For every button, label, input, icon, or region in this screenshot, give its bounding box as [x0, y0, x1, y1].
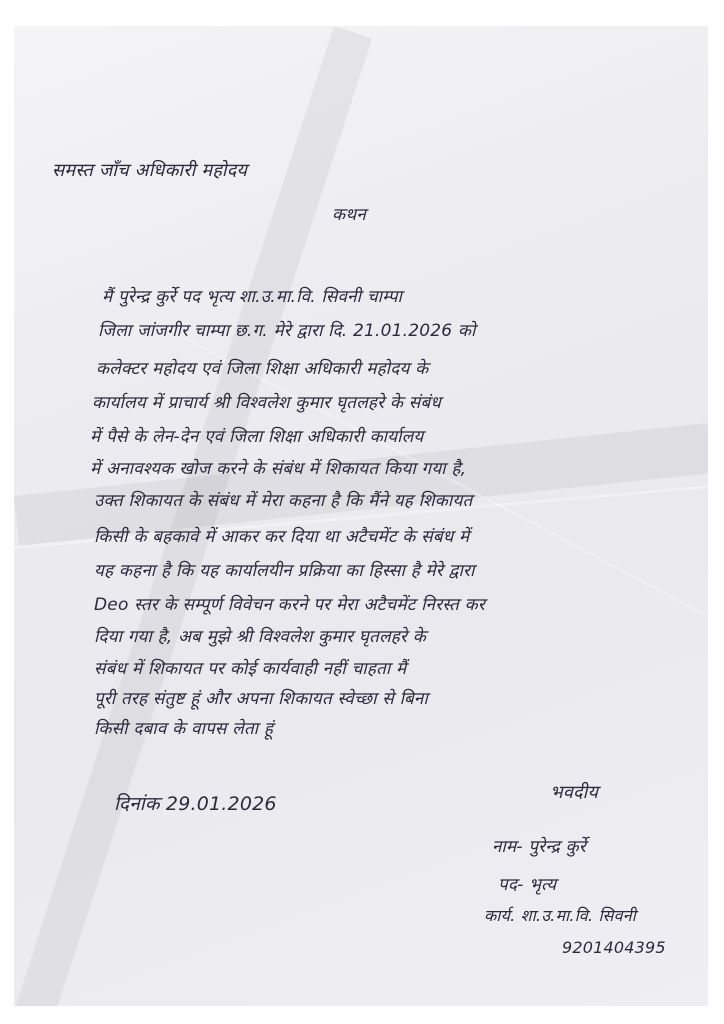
body-line: मैं पुरेन्द्र कुर्रे पद भृत्य शा.उ.मा.वि. सिवनी चाम्पा [102, 287, 403, 307]
addressee: समस्त जाँच अधिकारी महोदय [52, 160, 248, 181]
closing: भवदीय [550, 782, 599, 803]
signature-post: पद- भृत्य [498, 875, 557, 895]
body-line: कार्यालय में प्राचार्य श्री विश्वलेश कुमार घृतलहरे के संबंध [92, 393, 442, 413]
body-line: किसी के बहकावे में आकर कर दिया था अटैचमेंट के संबंध में [94, 527, 470, 547]
signature-number: 9201404395 [562, 938, 666, 957]
body-line: दिया गया है, अब मुझे श्री विश्वलेश कुमार घृतलहरे के [94, 627, 427, 647]
letter-date: दिनांक 29.01.2026 [114, 793, 277, 815]
body-line: में पैसे के लेन-देन एवं जिला शिक्षा अधिकारी कार्यालय [90, 427, 424, 447]
body-line: में अनावश्यक खोज करने के संबंध में शिकायत किया गया है, [90, 459, 467, 479]
body-line: कलेक्टर महोदय एवं जिला शिक्षा अधिकारी महोदय के [96, 359, 429, 379]
body-line: Deo स्तर के सम्पूर्ण विवेचन करने पर मेरा अटैचमेंट निरस्त कर [94, 595, 486, 615]
body-line: पूरी तरह संतुष्ट हूं और अपना शिकायत स्वेच्छा से बिना [94, 689, 428, 709]
body-line: किसी दबाव के वापस लेता हूं [94, 719, 274, 739]
body-line: संबंध में शिकायत पर कोई कार्यवाही नहीं चाहता मैं [94, 659, 407, 679]
body-line: यह कहना है कि यह कार्यालयीन प्रक्रिया का हिस्सा है मेरे द्वारा [94, 561, 475, 581]
body-line: जिला जांजगीर चाम्पा छ.ग. मेरे द्वारा दि. 21.01.2026 को [98, 321, 476, 341]
subject: कथन [332, 205, 366, 225]
letter-page [14, 26, 708, 1006]
body-line: उक्त शिकायत के संबंध में मेरा कहना है कि मैंने यह शिकायत [94, 491, 473, 511]
signature-name: नाम- पुरेन्द्र कुर्रे [492, 837, 587, 857]
signature-office: कार्य. शा.उ.मा.वि. सिवनी [484, 906, 636, 925]
